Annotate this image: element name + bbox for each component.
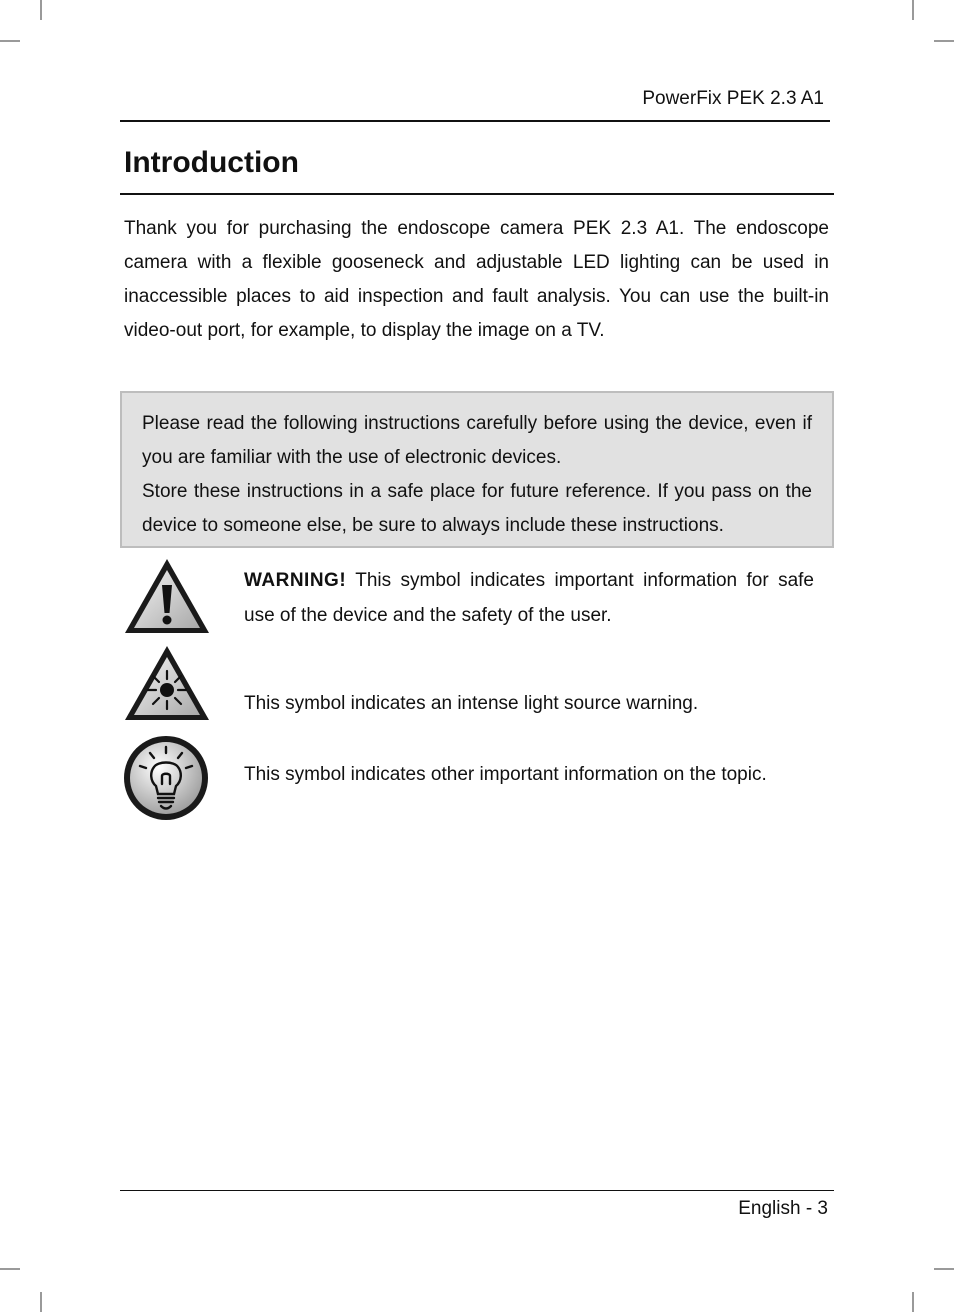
notice-box	[120, 391, 834, 548]
running-header: PowerFix PEK 2.3 A1	[642, 88, 824, 109]
crop-mark	[934, 1268, 954, 1270]
page-number: English - 3	[738, 1198, 828, 1219]
notice-paragraph-1: Please read the following instructions carefully before using the device, even if you are familiar with the use of electronic devices.	[142, 413, 812, 468]
title-rule	[120, 193, 834, 195]
info-symbol-row	[120, 734, 834, 824]
light-symbol-row	[120, 644, 834, 722]
warning-label: WARNING!	[244, 570, 347, 591]
warning-description: This symbol indicates important information for safe use of the device and the safety of the user.	[244, 570, 814, 626]
notice-paragraph-2: Store these instructions in a safe place for future reference. If you pass on the device to someone else, be sure to always include these instructions.	[142, 481, 812, 536]
crop-mark	[40, 1292, 42, 1312]
intro-paragraph: Thank you for purchasing the endoscope camera PEK 2.3 A1. The endoscope camera with a flexible gooseneck and adjustable LED lighting can be used in inaccessible places to aid inspection and fault analysis. You can use the built-in video-out port, for example, to display the image on a TV.	[124, 218, 829, 341]
footer-rule	[120, 1190, 834, 1191]
crop-mark	[0, 1268, 20, 1270]
warning-triangle-icon	[123, 557, 211, 640]
crop-mark	[912, 0, 914, 20]
light-source-warning-icon	[123, 644, 211, 727]
crop-mark	[40, 0, 42, 20]
warning-text	[244, 563, 814, 633]
page-title: Introduction	[124, 146, 299, 179]
light-warning-text: This symbol indicates an intense light source warning.	[244, 693, 699, 714]
crop-mark	[934, 40, 954, 42]
crop-mark	[0, 40, 20, 42]
header-rule	[120, 120, 830, 122]
info-text: This symbol indicates other important information on the topic.	[244, 764, 767, 785]
lightbulb-icon	[123, 734, 209, 827]
crop-mark	[912, 1292, 914, 1312]
warning-symbol-row	[120, 557, 834, 637]
